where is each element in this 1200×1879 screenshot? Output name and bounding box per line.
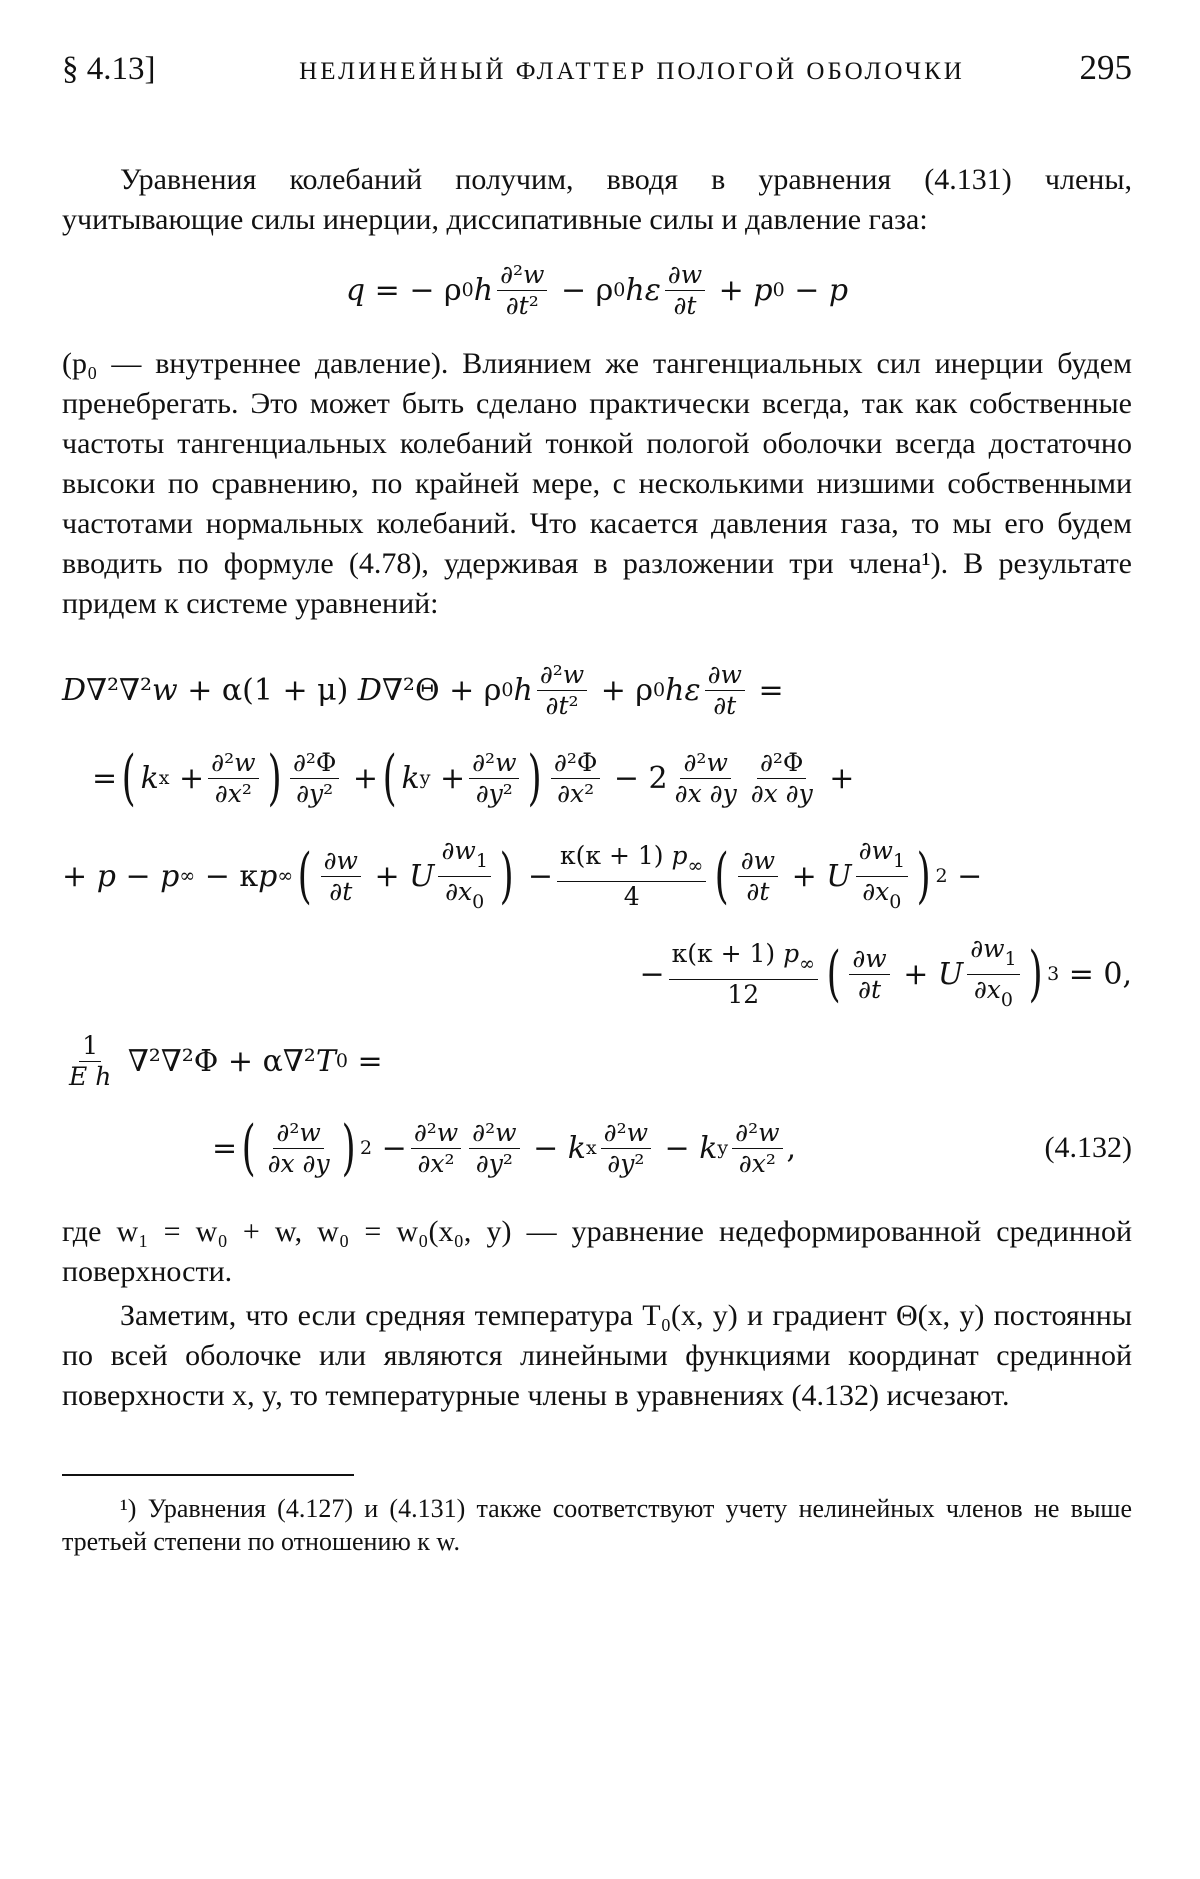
paragraph-pressure: (p₀ — внутреннее давление). Влиянием же тангенциальных сил инерции будем пренебрегать. Это может быть сделано практически всегда, так как собственные частоты тангенциальных колебаний тонкой пологой оболочки всегда достаточно высоки по сравнению, по крайней мере, с несколькими низшими собственными частотами нормальных колебаний. Что касается давления газа, то мы его будем вводить по формуле (4.78), удерживая в разложении три члена¹). В результате придем к системе уравнений:	[62, 347, 1132, 620]
equation-line-6: = ( $\frac{\text{∂²w}}{\partial x \partial y}$ ) 2 − $\frac{\text{∂²w}}{\text{∂x²}}$ $\frac{\text{∂²w}}{\text{∂y²}}$ − k x $\frac{\text{∂²w}}{\text{∂y²}}$ − k y $\frac{\text{∂²w}}{\text{∂x²}}$ , (4.132)	[212, 1113, 1132, 1183]
equation-line-2: = ( k x + $\frac{\text{∂²w}}{\text{∂x²}}$ ) $\frac{\text{∂²Φ}}{\text{∂y²}}$ + ( k y + $\frac{\text{∂²w}}{\text{∂y²}}$ ) $\frac{\text{∂²Φ}}{\text{∂x²}}$ − 2 $\frac{\text{∂²w}}{\partial x \partial y}$ $\frac{\text{∂²Φ}}{\partial x \partial y}$ +	[92, 743, 855, 813]
equation-load: q = − ρ 0 h $\frac{\text{∂²w}}{\text{∂t²}}$ − ρ 0 hε $\frac{\partial w}{\partial t}$ + p 0 − p	[345, 259, 849, 320]
equation-line-4: − $\frac{\kappa(\kappa + 1) p_\infty}{12}$ ( $\frac{\partial w}{\partial t}$ + U $\frac{\partial w_1}{\partial x_0}$ ) 3 = 0,	[639, 933, 1132, 1011]
page	[62, 48, 1132, 1558]
running-title: НЕЛИНЕЙНЫЙ ФЛАТТЕР ПОЛОГОЙ ОБОЛОЧКИ	[299, 58, 965, 85]
equation-line-1: D ∇²∇² w + α(1 + μ) D ∇²Θ + ρ 0 h $\frac{\text{∂²w}}{\text{∂t²}}$ + ρ 0 hε $\frac{\partial w}{\partial t}$ =	[62, 659, 784, 720]
equation-number: (4.132)	[1044, 1131, 1132, 1164]
equation-line-5: $\frac{1}{\text{E h}}$ ∇²∇²Φ + α∇² T 0 =	[69, 1030, 383, 1091]
equation-line-3: + p − p ∞ − κ p ∞ ( $\frac{\partial w}{\partial t}$ + U $\frac{\partial w_1}{\partial x_0}$ ) − $\frac{\kappa(\kappa + 1) p_\infty}{4}$ ( $\frac{\partial w}{\partial t}$ + U $\frac{\partial w_1}{\partial x_0}$ ) 2 −	[62, 835, 983, 913]
paragraph-where: где w₁ = w₀ + w, w₀ = w₀(x₀, y) — уравнение недеформированной срединной поверхности.	[62, 1215, 1132, 1288]
running-header	[62, 48, 1132, 94]
footnote: ¹) Уравнения (4.127) и (4.131) также соответствуют учету нелинейных членов не выше третьей степени по отношению к w.	[62, 1494, 1132, 1556]
section-reference: § 4.13]	[62, 51, 156, 87]
equation-system	[62, 650, 1132, 1196]
footnote-rule	[62, 1474, 354, 1476]
page-number: 295	[1079, 48, 1132, 87]
paragraph-temperature: Заметим, что если средняя температура T₀(x, y) и градиент Θ(x, y) постоянны по всей оболочке или являются линейными функциями координат срединной поверхности x, y, то температурные члены в уравнениях (4.132) исчезают.	[62, 1299, 1132, 1412]
paragraph-intro: Уравнения колебаний получим, вводя в уравнения (4.131) члены, учитывающие силы инерции, диссипативные силы и давление газа:	[62, 163, 1132, 236]
